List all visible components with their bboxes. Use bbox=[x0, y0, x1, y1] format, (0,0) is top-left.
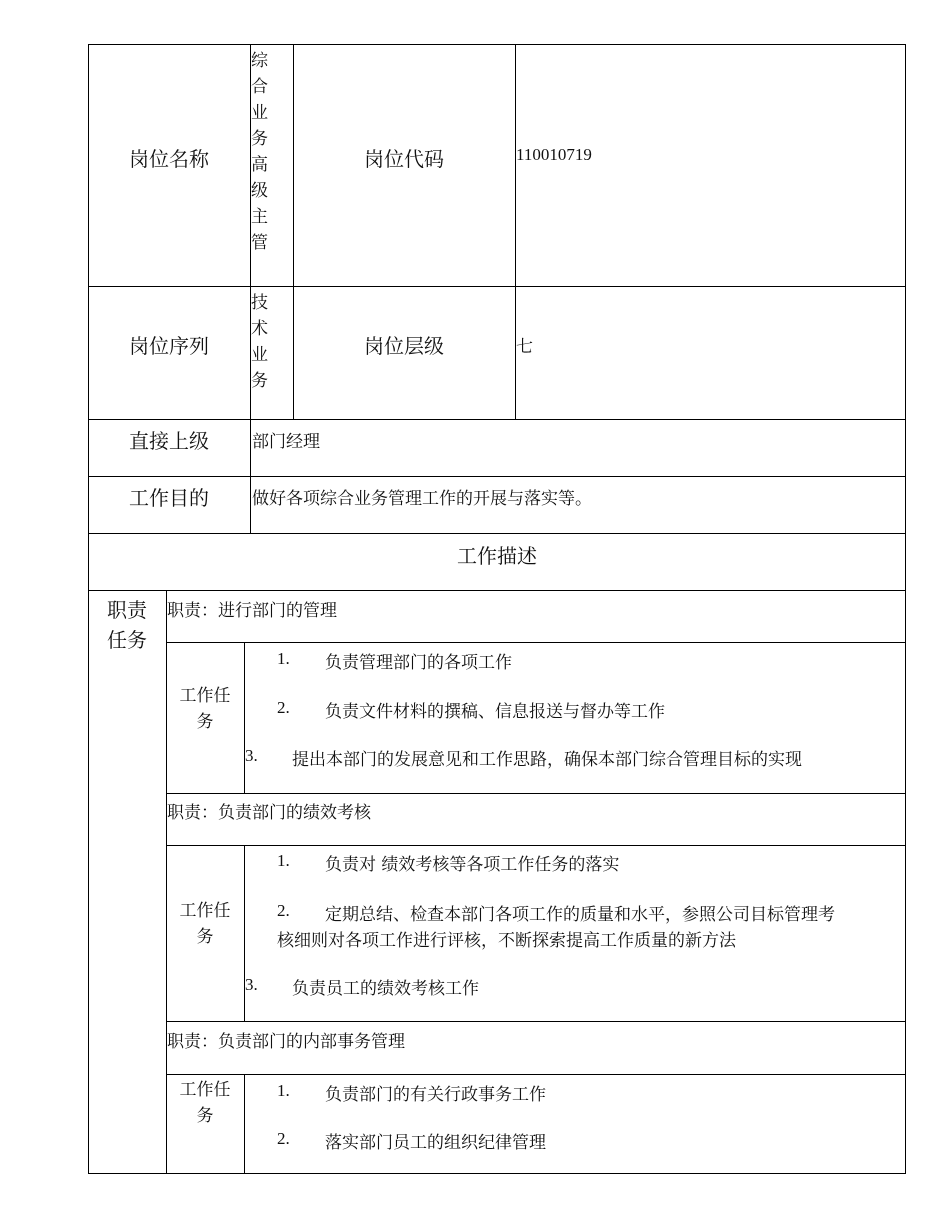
duty-title: 职责：负责部门的绩效考核 bbox=[167, 803, 371, 823]
position-name-value: 综合业务高级主管 bbox=[251, 51, 268, 253]
position-code-label: 岗位代码 bbox=[364, 147, 444, 171]
row-divider bbox=[166, 845, 906, 846]
position-sequence-value: 技术业务 bbox=[251, 293, 268, 391]
row-divider bbox=[166, 793, 906, 794]
superior-value: 部门经理 bbox=[252, 432, 320, 452]
task-text: 负责对 绩效考核等各项工作任务的落实 bbox=[325, 855, 620, 875]
task-label-line: 工作任 bbox=[179, 686, 231, 706]
task-text: 负责文件材料的撰稿、信息报送与督办等工作 bbox=[325, 702, 665, 722]
column-divider bbox=[244, 1074, 245, 1174]
task-number: 1. bbox=[277, 1081, 290, 1100]
duties-tasks-label bbox=[88, 595, 166, 655]
task-number: 1. bbox=[277, 851, 290, 870]
task-number: 1. bbox=[277, 649, 290, 668]
row-divider bbox=[166, 1074, 906, 1075]
position-code-value: 110010719 bbox=[516, 145, 592, 164]
task-number: 2. bbox=[277, 1129, 290, 1148]
purpose-value: 做好各项综合业务管理工作的开展与落实等。 bbox=[252, 489, 592, 509]
duty-title: 职责：负责部门的内部事务管理 bbox=[167, 1032, 405, 1052]
row-divider bbox=[88, 286, 906, 287]
duties-label-line: 职责 bbox=[107, 598, 147, 622]
superior-label: 直接上级 bbox=[129, 429, 209, 453]
row-divider bbox=[88, 419, 906, 420]
task-number: 3. bbox=[245, 975, 258, 994]
row-divider bbox=[166, 642, 906, 643]
task-label-line: 务 bbox=[196, 712, 214, 732]
task-number: 2. bbox=[277, 901, 290, 920]
task-text: 负责员工的绩效考核工作 bbox=[292, 979, 479, 999]
position-name-label: 岗位名称 bbox=[129, 147, 209, 171]
task-label-line: 务 bbox=[196, 1106, 214, 1126]
position-sequence-label: 岗位序列 bbox=[129, 334, 209, 358]
duty-title: 职责：进行部门的管理 bbox=[167, 601, 337, 621]
duties-label-line: 任务 bbox=[107, 628, 147, 652]
column-divider bbox=[244, 642, 245, 793]
purpose-label: 工作目的 bbox=[129, 486, 209, 510]
column-divider bbox=[293, 44, 294, 419]
task-label bbox=[166, 898, 244, 950]
work-description-title: 工作描述 bbox=[457, 544, 537, 568]
row-divider bbox=[88, 590, 906, 591]
row-divider bbox=[88, 533, 906, 534]
task-label-line: 工作任 bbox=[179, 901, 231, 921]
task-label bbox=[166, 1077, 244, 1129]
task-label-line: 工作任 bbox=[179, 1080, 231, 1100]
task-label-line: 务 bbox=[196, 927, 214, 947]
task-text-continuation: 核细则对各项工作进行评核，不断探索提高工作质量的新方法 bbox=[277, 931, 736, 951]
task-text: 落实部门员工的组织纪律管理 bbox=[325, 1133, 546, 1153]
row-divider bbox=[88, 476, 906, 477]
position-level-value: 七 bbox=[516, 337, 533, 357]
task-text: 负责部门的有关行政事务工作 bbox=[325, 1085, 546, 1105]
row-divider bbox=[166, 1021, 906, 1022]
task-label bbox=[166, 683, 244, 735]
position-level-label: 岗位层级 bbox=[364, 334, 444, 358]
column-divider bbox=[515, 44, 516, 419]
task-number: 2. bbox=[277, 698, 290, 717]
task-text: 提出本部门的发展意见和工作思路，确保本部门综合管理目标的实现 bbox=[292, 750, 802, 770]
task-number: 3. bbox=[245, 746, 258, 765]
task-text: 定期总结、检查本部门各项工作的质量和水平，参照公司目标管理考 bbox=[325, 905, 835, 925]
task-text: 负责管理部门的各项工作 bbox=[325, 653, 512, 673]
